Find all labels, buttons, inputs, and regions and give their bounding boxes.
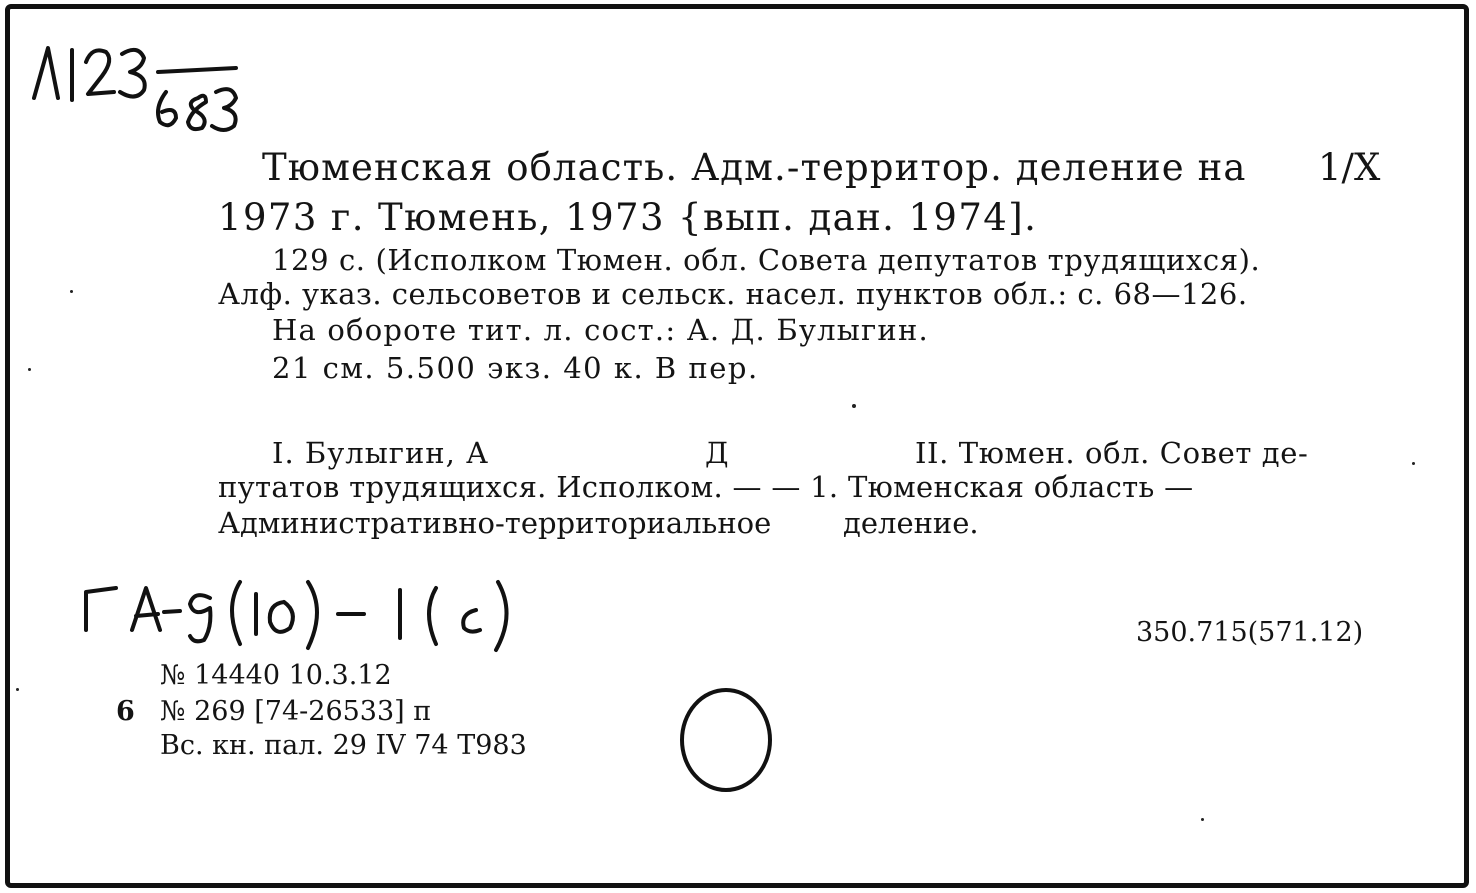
scan-speck bbox=[1201, 818, 1204, 821]
scan-speck bbox=[852, 404, 856, 408]
scan-speck bbox=[28, 368, 31, 371]
circle-stamp bbox=[676, 684, 780, 796]
title-line-2: 1973 г. Тюмень, 1973 {вып. дан. 1974]. bbox=[218, 196, 1038, 239]
footer-line-3: Вс. кн. пал. 29 IV 74 Т983 bbox=[160, 730, 527, 761]
footer-line-1: № 14440 10.3.12 bbox=[160, 660, 392, 691]
tracing-line-2: путатов трудящихся. Исполком. — — 1. Тюменская область — bbox=[218, 470, 1194, 504]
tracing-line-3a: Административно-территориальное bbox=[218, 506, 772, 540]
description-line-3: На обороте тит. л. сост.: А. Д. Булыгин. bbox=[272, 313, 929, 347]
title-line-1: Тюменская область. Адм.-территор. деление на bbox=[262, 146, 1247, 189]
handwritten-classification bbox=[64, 568, 534, 658]
scan-speck bbox=[1412, 462, 1415, 465]
handwritten-shelf-mark bbox=[26, 30, 256, 145]
title-date: 1/X bbox=[1318, 146, 1381, 189]
footer-line-2: № 269 [74-26533] п bbox=[160, 696, 432, 727]
description-line-1: 129 с. (Исполком Тюмен. обл. Совета депутатов трудящихся). bbox=[272, 243, 1261, 277]
footer-prefix: 6 bbox=[116, 696, 135, 727]
scan-speck bbox=[70, 290, 73, 293]
udc-number: 350.715(571.12) bbox=[1136, 617, 1364, 648]
tracing-1-initial: Д bbox=[705, 436, 729, 470]
tracing-2-start: II. Тюмен. обл. Совет де- bbox=[915, 436, 1309, 470]
tracing-line-3b: деление. bbox=[843, 506, 979, 540]
description-line-4: 21 см. 5.500 экз. 40 к. В пер. bbox=[272, 351, 759, 385]
scan-speck bbox=[16, 688, 19, 691]
description-line-2: Алф. указ. сельсоветов и сельск. насел. пунктов обл.: с. 68—126. bbox=[218, 277, 1248, 311]
tracing-1-author: I. Булыгин, А bbox=[272, 436, 490, 470]
